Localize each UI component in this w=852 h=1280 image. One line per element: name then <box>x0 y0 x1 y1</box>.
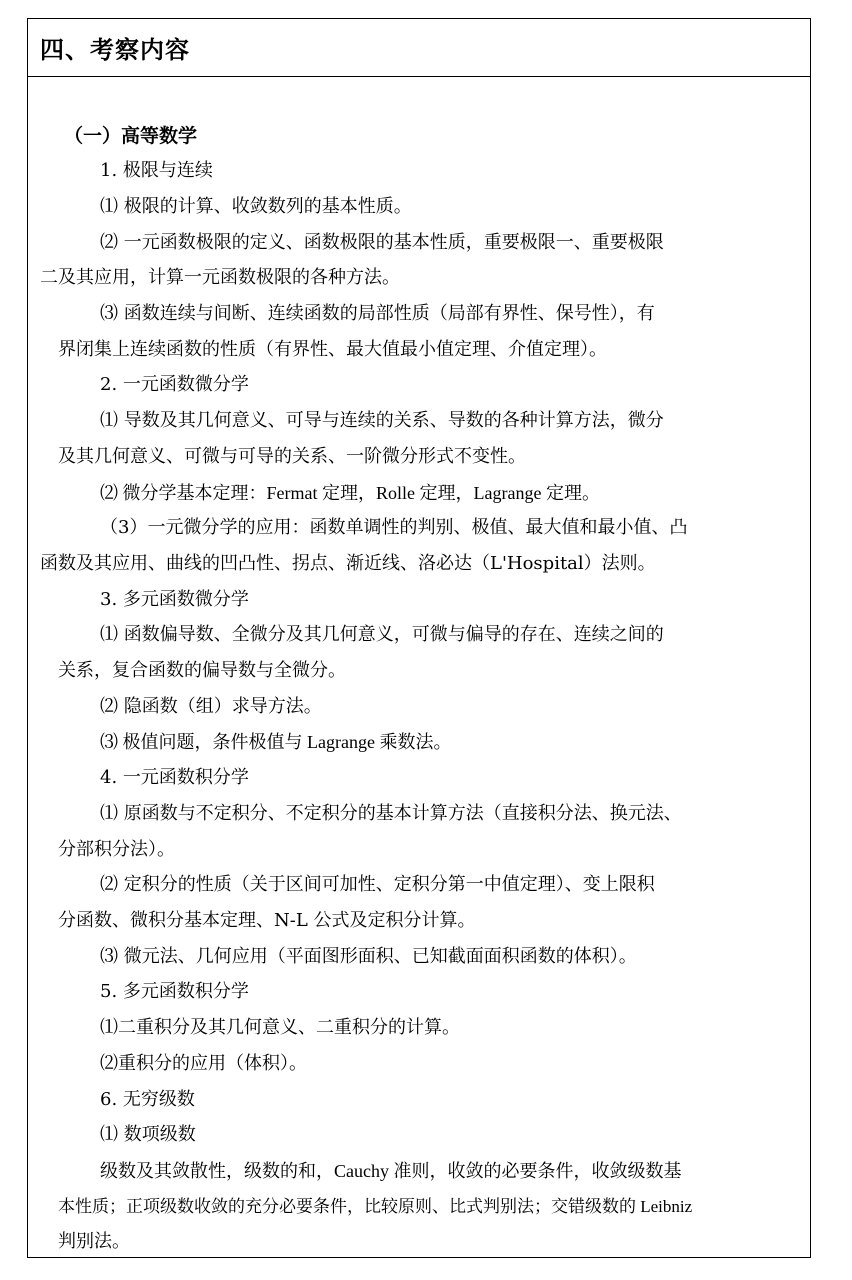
paragraph-line: ⑶ 微元法、几何应用（平面图形面积、已知截面面积函数的体积）。 <box>100 946 637 967</box>
paragraph-line: （3）一元微分学的应用：函数单调性的判别、极值、最大值和最小值、凸 <box>100 517 688 538</box>
paragraph-line: 及其几何意义、可微与可导的关系、一阶微分形式不变性。 <box>58 446 526 467</box>
paragraph-line: 二及其应用，计算一元函数极限的各种方法。 <box>40 267 400 288</box>
paragraph-line: ⑵ 微分学基本定理：Fermat 定理，Rolle 定理，Lagrange 定理。 <box>100 483 600 503</box>
paragraph-line: 判别法。 <box>58 1231 130 1252</box>
paragraph-line: ⑵ 定积分的性质（关于区间可加性、定积分第一中值定理）、变上限积 <box>100 874 655 895</box>
paragraph-line: ⑴ 导数及其几何意义、可导与连续的关系、导数的各种计算方法，微分 <box>100 410 664 431</box>
paragraph-line: 界闭集上连续函数的性质（有界性、最大值最小值定理、介值定理）。 <box>58 339 607 360</box>
paragraph-line: ⑶ 函数连续与间断、连续函数的局部性质（局部有界性、保号性），有 <box>100 303 655 324</box>
paragraph-line: ⑴ 原函数与不定积分、不定积分的基本计算方法（直接积分法、换元法、 <box>100 803 682 824</box>
topic-heading: 6. 无穷级数 <box>100 1089 195 1110</box>
paragraph-line: ⑴ 函数偏导数、全微分及其几何意义，可微与偏导的存在、连续之间的 <box>100 624 664 645</box>
paragraph-line: 函数及其应用、曲线的凹凸性、拐点、渐近线、洛必达（L'Hospital）法则。 <box>40 553 656 574</box>
topic-heading: 1. 极限与连续 <box>100 160 213 181</box>
subsection-title: （一）高等数学 <box>64 125 198 147</box>
paragraph-line: 分函数、微积分基本定理、N-L 公式及定积分计算。 <box>58 910 476 931</box>
paragraph-line: ⑵重积分的应用（体积）。 <box>100 1053 307 1074</box>
topic-heading: 2. 一元函数微分学 <box>100 374 249 395</box>
paragraph-line: ⑴ 极限的计算、收敛数列的基本性质。 <box>100 196 412 217</box>
paragraph-line: 级数及其敛散性，级数的和，Cauchy 准则，收敛的必要条件，收敛级数基 <box>100 1161 682 1181</box>
paragraph-line: ⑶ 极值问题，条件极值与 Lagrange 乘数法。 <box>100 732 452 752</box>
section-header <box>28 19 810 77</box>
paragraph-line: ⑵ 隐函数（组）求导方法。 <box>100 696 322 717</box>
paragraph-line: 关系，复合函数的偏导数与全微分。 <box>58 660 346 681</box>
topic-heading: 4. 一元函数积分学 <box>100 767 249 788</box>
syllabus-table <box>27 18 811 1258</box>
paragraph-line: ⑴ 数项级数 <box>100 1124 196 1145</box>
paragraph-line: 本性质；正项级数收敛的充分必要条件，比较原则、比式判别法；交错级数的 Leibniz <box>58 1197 693 1216</box>
topic-heading: 5. 多元函数积分学 <box>100 981 249 1002</box>
paragraph-line: 分部积分法）。 <box>58 839 175 860</box>
paragraph-line: ⑴二重积分及其几何意义、二重积分的计算。 <box>100 1017 460 1038</box>
paragraph-line: ⑵ 一元函数极限的定义、函数极限的基本性质，重要极限一、重要极限 <box>100 232 664 253</box>
topic-heading: 3. 多元函数微分学 <box>100 589 249 610</box>
section-title: 四、考察内容 <box>40 35 190 64</box>
